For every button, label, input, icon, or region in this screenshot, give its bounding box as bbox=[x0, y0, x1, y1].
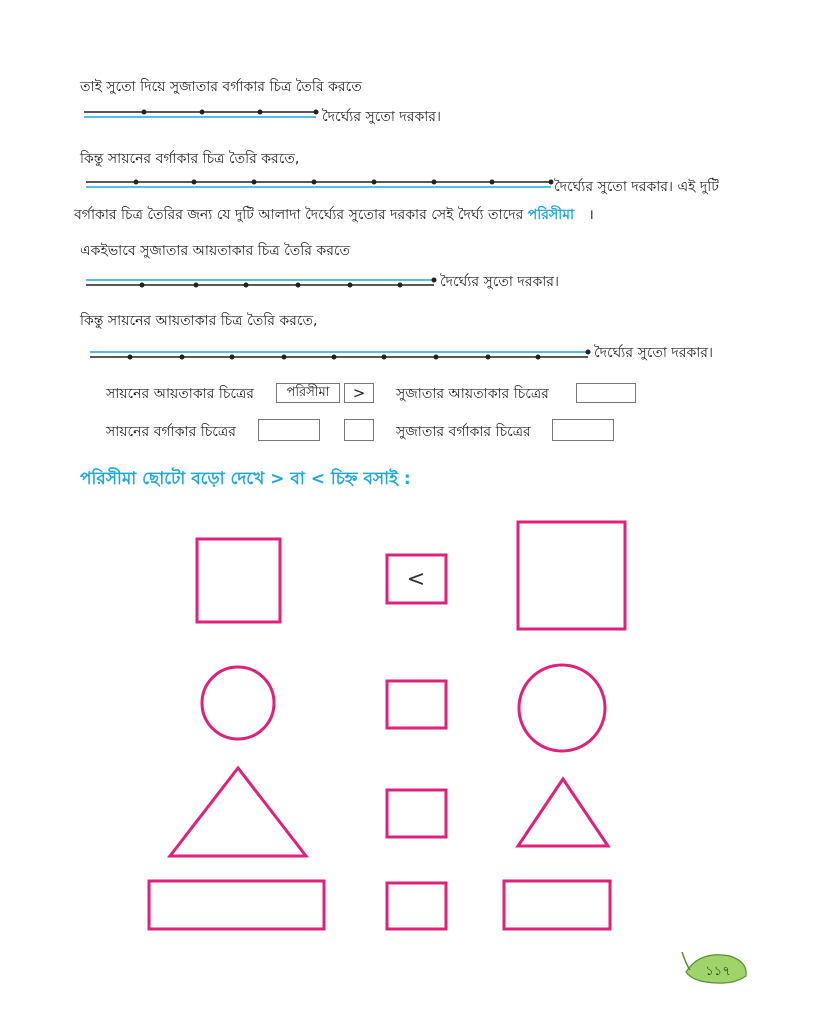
exercise-heading: পরিসীমা ছোটো বড়ো দেখে > বা < চিহ্ন বসাই : bbox=[80, 469, 411, 489]
page-number-leaf-icon bbox=[680, 944, 750, 992]
compare-row1-left: সায়নের আয়তাকার চিত্রের bbox=[106, 386, 255, 402]
row1-sign: < bbox=[406, 567, 426, 592]
compare-row1-right: সুজাতার আয়তাকার চিত্রের bbox=[396, 386, 549, 402]
circle-large bbox=[519, 665, 605, 751]
compare-row1-sign-box[interactable]: > bbox=[344, 383, 374, 403]
circle-small bbox=[202, 667, 274, 739]
compare-row2-right: সুজাতার বর্গাকার চিত্রের bbox=[396, 424, 531, 440]
sentence-sayan-rectangle: কিন্তু সায়নের আয়তাকার চিত্র তৈরি করতে, bbox=[80, 313, 318, 329]
thread-1-label: দৈর্ঘ্যের সুতো দরকার। bbox=[322, 109, 442, 125]
sentence-sujata-rectangle: একইভাবে সুজাতার আয়তাকার চিত্র তৈরি করতে bbox=[80, 243, 351, 259]
page-number: ১১৭ bbox=[705, 964, 731, 979]
triangle-small bbox=[518, 779, 608, 846]
compare-row1-answer-box[interactable]: পরিসীমা bbox=[276, 383, 340, 403]
perimeter-sentence-text: বর্গাকার চিত্র তৈরির জন্য যে দুটি আলাদা দৈর্ঘ্যের সুতোর দরকার সেই দৈর্ঘ্য তাদের bbox=[74, 207, 524, 223]
answer-box-row3 bbox=[387, 790, 446, 837]
sentence-sayan-square: কিন্তু সায়নের বর্গাকার চিত্র তৈরি করতে, bbox=[80, 151, 300, 167]
perimeter-sentence-end: । bbox=[588, 207, 594, 223]
perimeter-keyword: পরিসীমা bbox=[527, 207, 575, 223]
answer-box-row4 bbox=[387, 883, 446, 929]
thread-4-label: দৈর্ঘ্যের সুতো দরকার। bbox=[594, 345, 714, 361]
compare-row2-left: সায়নের বর্গাকার চিত্রের bbox=[106, 424, 236, 440]
rectangle-right bbox=[504, 881, 610, 929]
square-large bbox=[518, 522, 625, 629]
square-small bbox=[197, 539, 280, 622]
answer-box-row2 bbox=[387, 681, 446, 728]
thread-2-label: দৈর্ঘ্যের সুতো দরকার। এই দুটি bbox=[554, 179, 719, 195]
thread-3-label: দৈর্ঘ্যের সুতো দরকার। bbox=[440, 274, 560, 290]
sentence-sujata-square: তাই সুতো দিয়ে সুজাতার বর্গাকার চিত্র তৈরি করতে bbox=[80, 79, 362, 95]
rectangle-wide-left bbox=[149, 881, 324, 929]
triangle-large bbox=[170, 768, 306, 856]
